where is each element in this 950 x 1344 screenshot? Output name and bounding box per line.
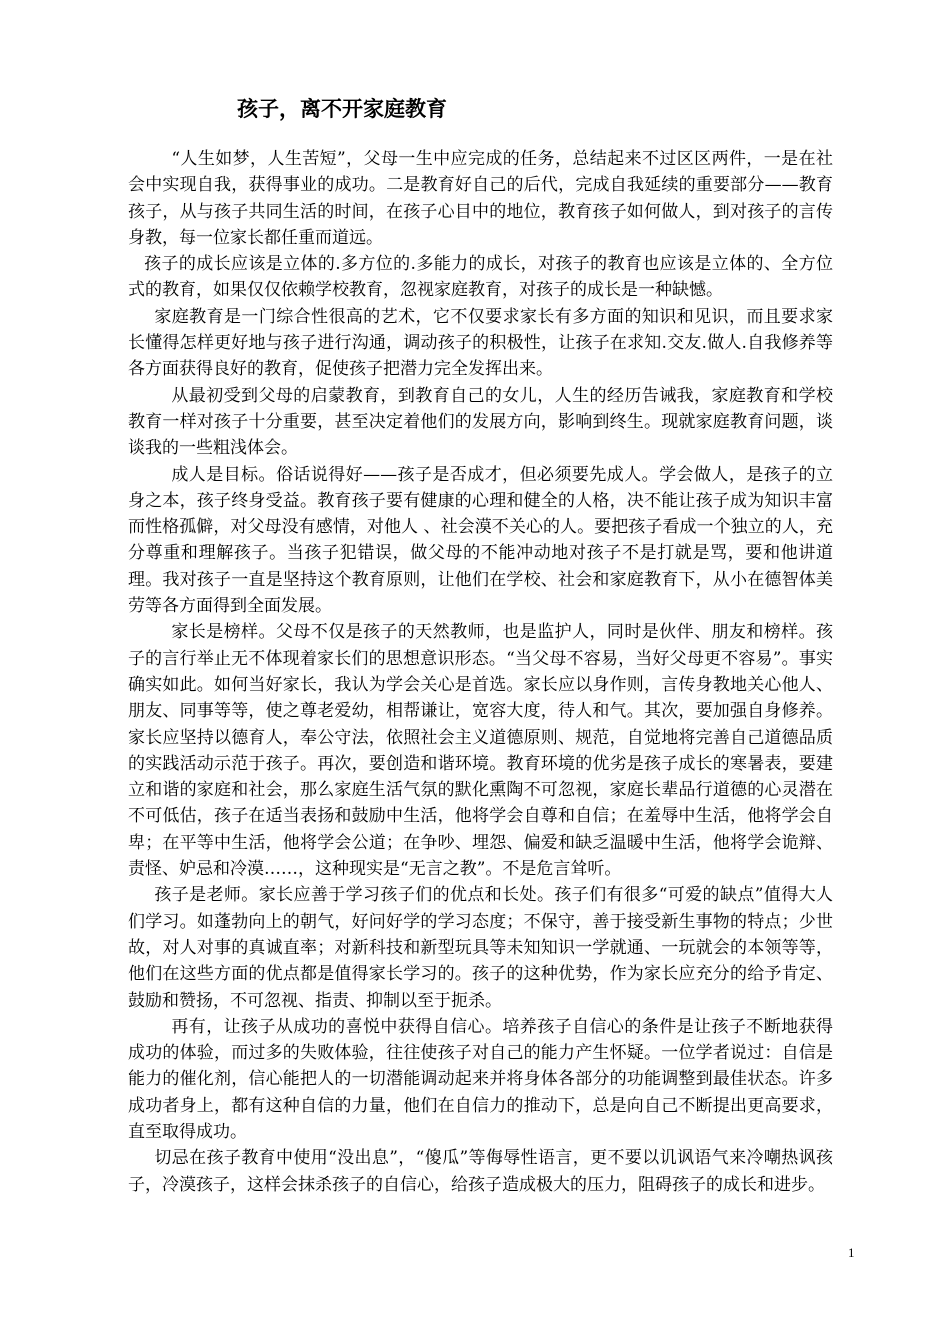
document-body — [128, 146, 833, 1198]
paragraph-9: 切忌在孩子教育中使用“没出息”，“傻瓜”等侮辱性语言，更不要以讥讽语气来冷嘲热讽孩子，冷漠孩子，这样会抹杀孩子的自信心，给孩子造成极大的压力，阻碍孩子的成长和进步。 — [128, 1148, 833, 1195]
paragraph-6: 家长是榜样。父母不仅是孩子的天然教师，也是监护人，同时是伙伴、朋友和榜样。孩子的言行举止无不体现着家长们的思想意识形态。“当父母不容易，当好父母更不容易”。事实确实如此。如何当好家长，我认为学会关心是首选。家长应以身作则，言传身教地关心他人、朋友、同事等等，使之尊老爱幼，相帮谦让，宽容大度，待人和气。其次，要加强自身修养。家长应坚持以德育人，奉公守法，依照社会主义道德原则、规范，自觉地将完善自己道德品质的实践活动示范于孩子。再次，要创造和谐环境。教育环境的优劣是孩子成长的寒暑表，要建立和谐的家庭和社会，那么家庭生活气氛的默化熏陶不可忽视，家庭长辈品行道德的心灵潜在不可低估，孩子在适当表扬和鼓励中生活，他将学会自尊和自信；在羞辱中生活，他将学会自卑；在平等中生活，他将学会公道；在争吵、埋怨、偏爱和缺乏温暖中生活，他将学会诡辩、责怪、妒忌和冷漠……，这种现实是“无言之教”。不是危言耸听。 — [128, 622, 833, 880]
paragraph-5: 成人是目标。俗话说得好——孩子是否成才，但必须要先成人。学会做人，是孩子的立身之本，孩子终身受益。教育孩子要有健康的心理和健全的人格，决不能让孩子成为知识丰富而性格孤僻，对父母没有感情，对他人 、社会漠不关心的人。要把孩子看成一个独立的人，充分尊重和理解孩子。当孩子犯错误，做父母的不能冲动地对孩子不是打就是骂，要和他讲道理。我对孩子一直是坚持这个教育原则，让他们在学校、社会和家庭教育下，从小在德智体美劳等各方面得到全面发展。 — [128, 464, 833, 617]
paragraph-1: “人生如梦，人生苦短”，父母一生中应完成的任务，总结起来不过区区两件，一是在社会中实现自我，获得事业的成功。二是教育好自己的后代，完成自我延续的重要部分——教育孩子，从与孩子共同生活的时间，在孩子心目中的地位，教育孩子如何做人，到对孩子的言传身教，每一位家长都任重而道远。 — [128, 149, 833, 248]
document-title: 孩子，离不开家庭教育 — [237, 97, 447, 121]
paragraph-2: 孩子的成长应该是立体的.多方位的.多能力的成长，对孩子的教育也应该是立体的、全方位式的教育，如果仅仅依赖学校教育，忽视家庭教育，对孩子的成长是一种缺憾。 — [128, 254, 833, 301]
paragraph-4: 从最初受到父母的启蒙教育，到教育自己的女儿，人生的经历告诫我，家庭教育和学校教育一样对孩子十分重要，甚至决定着他们的发展方向，影响到终生。现就家庭教育问题，谈谈我的一些粗浅体会。 — [128, 385, 833, 459]
paragraph-7: 孩子是老师。家长应善于学习孩子们的优点和长处。孩子们有很多“可爱的缺点”值得大人们学习。如蓬勃向上的朝气，好问好学的学习态度；不保守，善于接受新生事物的特点；少世故，对人对事的真诚直率；对新科技和新型玩具等未知知识一学就通、一玩就会的本领等等，他们在这些方面的优点都是值得家长学习的。孩子的这种优势，作为家长应充分的给予肯定、鼓励和赞扬，不可忽视、指责、抑制以至于扼杀。 — [128, 885, 833, 1011]
paragraph-8: 再有，让孩子从成功的喜悦中获得自信心。培养孩子自信心的条件是让孩子不断地获得成功的体验，而过多的失败体验，往往使孩子对自己的能力产生怀疑。一位学者说过：自信是能力的催化剂，信心能把人的一切潜能调动起来并将身体各部分的功能调整到最佳状态。许多成功者身上，都有这种自信的力量，他们在自信力的推动下，总是向自己不断提出更高要求，直至取得成功。 — [128, 1016, 833, 1142]
paragraph-3: 家庭教育是一门综合性很高的艺术，它不仅要求家长有多方面的知识和见识，而且要求家长懂得怎样更好地与孩子进行沟通，调动孩子的积极性，让孩子在求知.交友.做人.自我修养等各方面获得良好的教育，促使孩子把潜力完全发挥出来。 — [128, 306, 833, 380]
page-number: 1 — [848, 1245, 855, 1260]
